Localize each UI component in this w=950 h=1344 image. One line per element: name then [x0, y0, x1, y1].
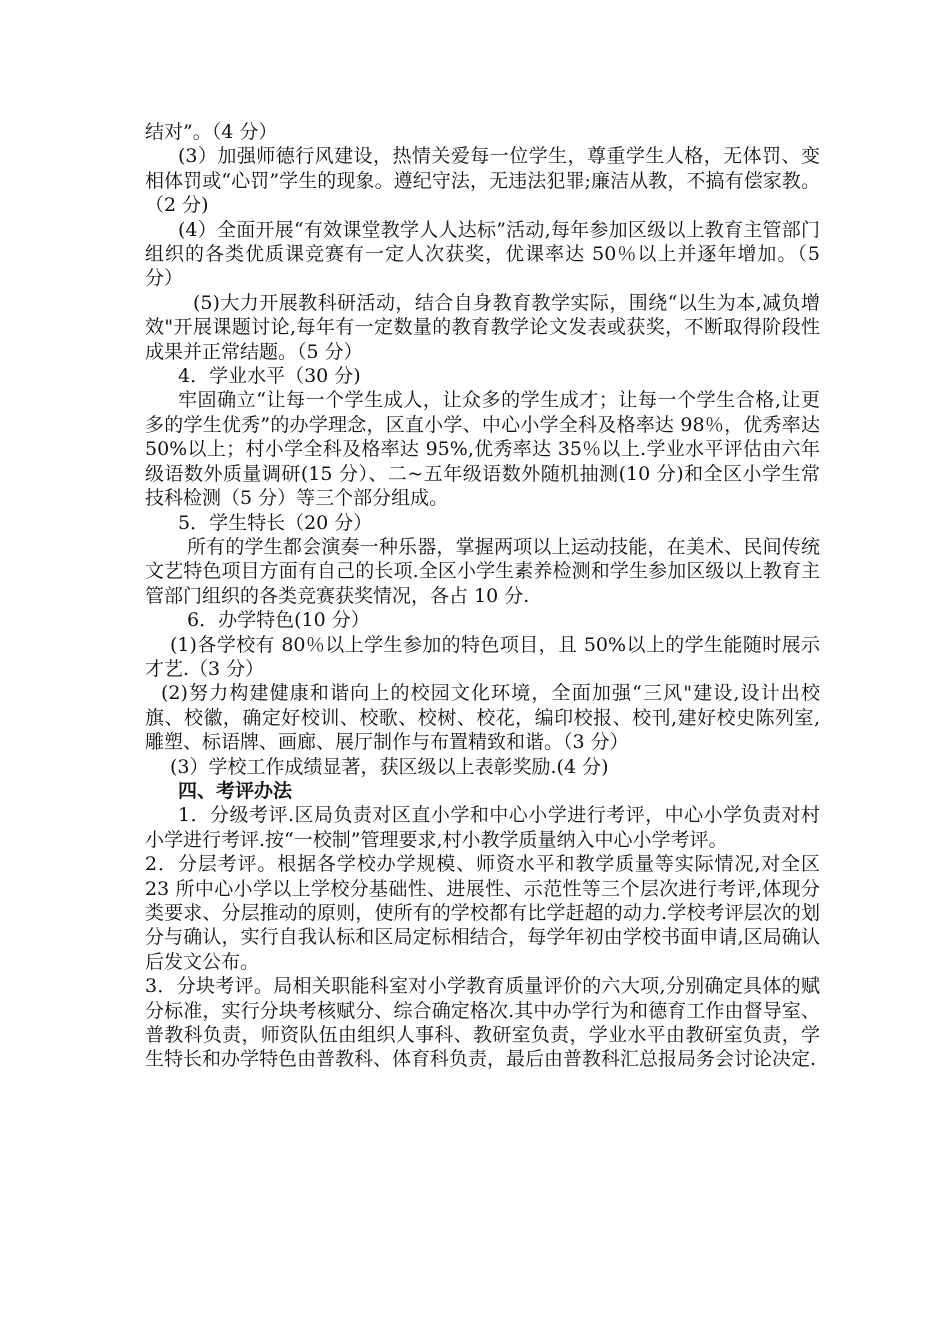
chapter-heading: 四、考评办法 [178, 779, 293, 802]
section-heading: 6．办学特色(10 分） [187, 609, 370, 632]
paragraph: (3）学校工作成绩显著，获区级以上表彰奖励.(4 分) [170, 755, 609, 778]
paragraph: (5)大力开展教科研活动，结合自身教育教学实际，围绕“以生为本,减负增效"开展课题讨论,每年有一定数量的教育教学论文发表或获奖，不断取得阶段性成果并正常结题。（5 分） [145, 291, 820, 363]
section-heading: 5．学生特长（20 分） [178, 511, 373, 534]
paragraph: 2．分层考评。根据各学校办学规模、师资水平和教学质量等实际情况,对全区 23 所中心小学以上学校分基础性、进展性、示范性等三个层次进行考评,体现分类要求、分层推动的原则，使所有的学校都有比学赶超的动力.学校考评层次的划分与确认，实行自我认标和区局定标相结合，每学年初由学校书面申请,区局确认后发文公布。 [145, 853, 820, 973]
paragraph: 3．分块考评。局相关职能科室对小学教育质量评价的六大项,分别确定具体的赋分标准，实行分块考核赋分、综合确定格次.其中办学行为和德育工作由督导室、普教科负责，师资队伍由组织人事科、教研室负责，学业水平由教研室负责，学生特长和办学特色由普教科、体育科负责，最后由普教科汇总报局务会讨论决定. [145, 975, 820, 1071]
paragraph: (2)努力构建健康和谐向上的校园文化环境，全面加强“三风"建设,设计出校旗、校徽，确定好校训、校歌、校树、校花，编印校报、校刊,建好校史陈列室,雕塑、标语牌、画廊、展厅制作与布置精致和谐。（3 分） [145, 682, 820, 754]
paragraph: 所有的学生都会演奏一种乐器，掌握两项以上运动技能，在美术、民间传统文艺特色项目方面有自己的长项.全区小学生素养检测和学生参加区级以上教育主管部门组织的各类竞赛获奖情况，各占 10 分. [145, 535, 820, 607]
paragraph: 牢固确立“让每一个学生成人，让众多的学生成才；让每一个学生合格,让更多的学生优秀”的办学理念，区直小学、中心小学全科及格率达 98％，优秀率达 50%以上；村小学全科及格率达 95%,优秀率达 35％以上.学业水平评估由六年级语数外质量调研(15 分）、二~五年级语数外随机抽测(10 分)和全区小学生常技科检测（5 分）等三个部分组成。 [145, 389, 820, 510]
paragraph: 结对”。（4 分） [145, 121, 278, 143]
section-heading: 4．学业水平（30 分) [178, 365, 361, 388]
document-body [145, 120, 820, 1072]
paragraph: 1．分级考评.区局负责对区直小学和中心小学进行考评，中心小学负责对村小学进行考评.按“一校制”管理要求,村小教学质量纳入中心小学考评。 [145, 804, 820, 851]
paragraph: (4）全面开展“有效课堂教学人人达标”活动,每年参加区级以上教育主管部门组织的各类优质课竞赛有一定人次获奖，优课率达 50％以上并逐年增加。（5 分） [145, 218, 820, 290]
paragraph: (1)各学校有 80％以上学生参加的特色项目，且 50%以上的学生能随时展示才艺.（3 分） [145, 633, 820, 680]
paragraph: (3）加强师德行风建设，热情关爱每一位学生，尊重学生人格，无体罚、变相体罚或“心罚”学生的现象。遵纪守法，无违法犯罪;廉洁从教，不搞有偿家教。（2 分) [145, 145, 820, 217]
